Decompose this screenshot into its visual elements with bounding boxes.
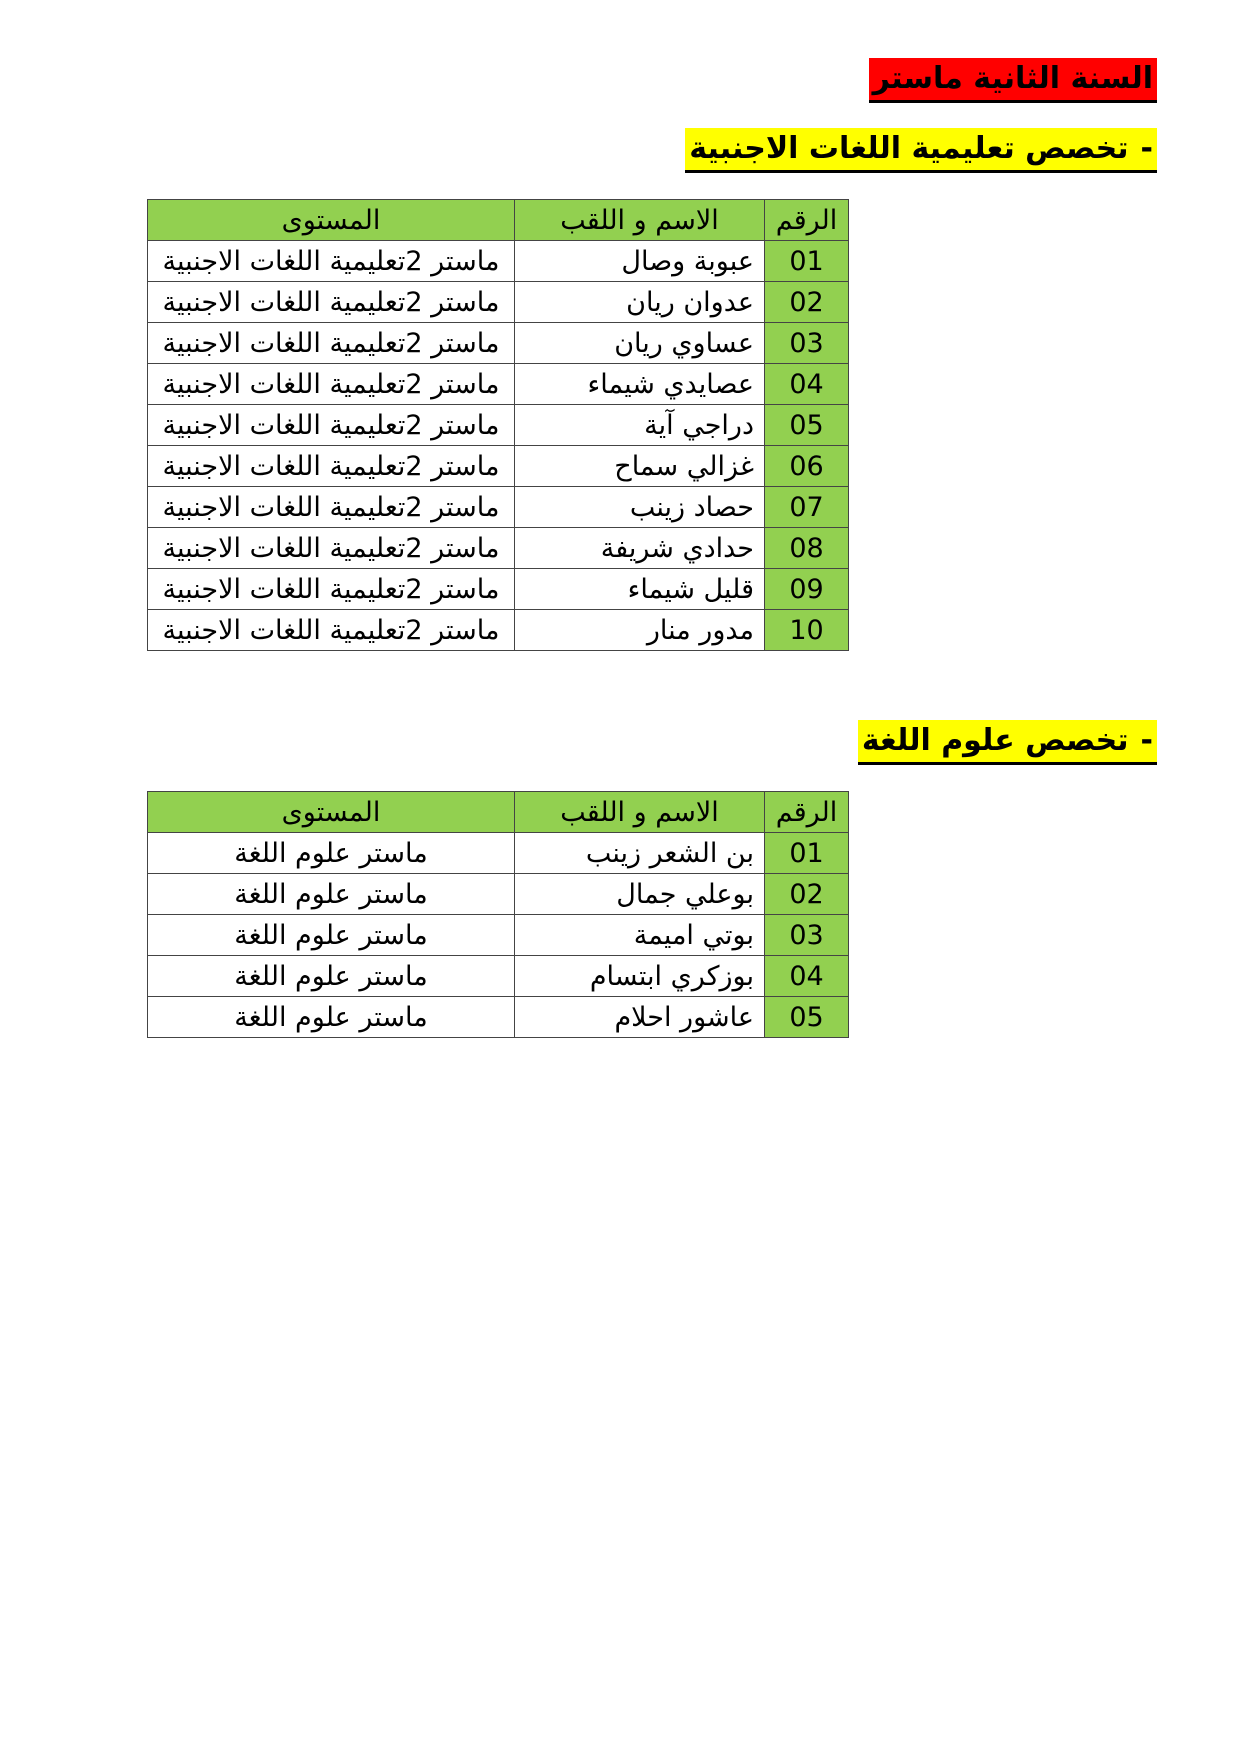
table-row	[148, 323, 849, 364]
table-row	[148, 528, 849, 569]
row-level: ماستر علوم اللغة	[148, 915, 515, 956]
row-number: 06	[765, 446, 849, 487]
page-title: السنة الثانية ماستر	[869, 58, 1157, 103]
row-number: 01	[765, 241, 849, 282]
column-header-level: المستوى	[148, 200, 515, 241]
table-row	[148, 610, 849, 651]
table-row	[148, 956, 849, 997]
students-table-language-sciences	[147, 791, 849, 1038]
row-name: بن الشعر زينب	[515, 833, 765, 874]
row-name: عبوبة وصال	[515, 241, 765, 282]
table-row	[148, 915, 849, 956]
column-header-name: الاسم و اللقب	[515, 792, 765, 833]
row-number: 02	[765, 282, 849, 323]
column-header-number: الرقم	[765, 200, 849, 241]
heading-text: تخصص تعليمية اللغات الاجنبية	[689, 131, 1129, 166]
row-number: 05	[765, 405, 849, 446]
row-number: 02	[765, 874, 849, 915]
row-level: ماستر 2تعليمية اللغات الاجنبية	[148, 528, 515, 569]
row-number: 03	[765, 915, 849, 956]
row-name: بوعلي جمال	[515, 874, 765, 915]
row-level: ماستر 2تعليمية اللغات الاجنبية	[148, 323, 515, 364]
table-row	[148, 282, 849, 323]
section-heading-language-sciences	[858, 720, 1157, 765]
row-number: 10	[765, 610, 849, 651]
section-heading-foreign-languages	[685, 128, 1157, 173]
row-name: حدادي شريفة	[515, 528, 765, 569]
row-level: ماستر 2تعليمية اللغات الاجنبية	[148, 569, 515, 610]
table-row	[148, 487, 849, 528]
row-level: ماستر 2تعليمية اللغات الاجنبية	[148, 405, 515, 446]
row-name: غزالي سماح	[515, 446, 765, 487]
table-row	[148, 446, 849, 487]
row-number: 08	[765, 528, 849, 569]
row-name: مدور منار	[515, 610, 765, 651]
table-row	[148, 833, 849, 874]
row-level: ماستر 2تعليمية اللغات الاجنبية	[148, 446, 515, 487]
row-name: عاشور احلام	[515, 997, 765, 1038]
table-header-row	[148, 792, 849, 833]
table-row	[148, 241, 849, 282]
table-row	[148, 405, 849, 446]
row-number: 09	[765, 569, 849, 610]
row-name: بوزكري ابتسام	[515, 956, 765, 997]
row-number: 01	[765, 833, 849, 874]
row-level: ماستر 2تعليمية اللغات الاجنبية	[148, 610, 515, 651]
row-number: 07	[765, 487, 849, 528]
heading-dash: -	[1140, 131, 1153, 166]
column-header-number: الرقم	[765, 792, 849, 833]
column-header-level: المستوى	[148, 792, 515, 833]
students-table-foreign-languages	[147, 199, 849, 651]
column-header-name: الاسم و اللقب	[515, 200, 765, 241]
row-number: 04	[765, 364, 849, 405]
row-name: عصايدي شيماء	[515, 364, 765, 405]
row-name: بوتي اميمة	[515, 915, 765, 956]
table-row	[148, 364, 849, 405]
heading-dash: -	[1140, 723, 1153, 758]
row-name: قليل شيماء	[515, 569, 765, 610]
row-level: ماستر علوم اللغة	[148, 833, 515, 874]
row-level: ماستر 2تعليمية اللغات الاجنبية	[148, 487, 515, 528]
row-level: ماستر علوم اللغة	[148, 874, 515, 915]
row-number: 04	[765, 956, 849, 997]
row-level: ماستر 2تعليمية اللغات الاجنبية	[148, 282, 515, 323]
row-name: عدوان ريان	[515, 282, 765, 323]
table-row	[148, 569, 849, 610]
row-level: ماستر 2تعليمية اللغات الاجنبية	[148, 241, 515, 282]
row-name: دراجي آية	[515, 405, 765, 446]
table-header-row	[148, 200, 849, 241]
table-row	[148, 874, 849, 915]
row-level: ماستر علوم اللغة	[148, 956, 515, 997]
row-level: ماستر علوم اللغة	[148, 997, 515, 1038]
row-number: 03	[765, 323, 849, 364]
row-name: عساوي ريان	[515, 323, 765, 364]
heading-text: تخصص علوم اللغة	[861, 723, 1129, 758]
row-name: حصاد زينب	[515, 487, 765, 528]
row-number: 05	[765, 997, 849, 1038]
table-row	[148, 997, 849, 1038]
row-level: ماستر 2تعليمية اللغات الاجنبية	[148, 364, 515, 405]
